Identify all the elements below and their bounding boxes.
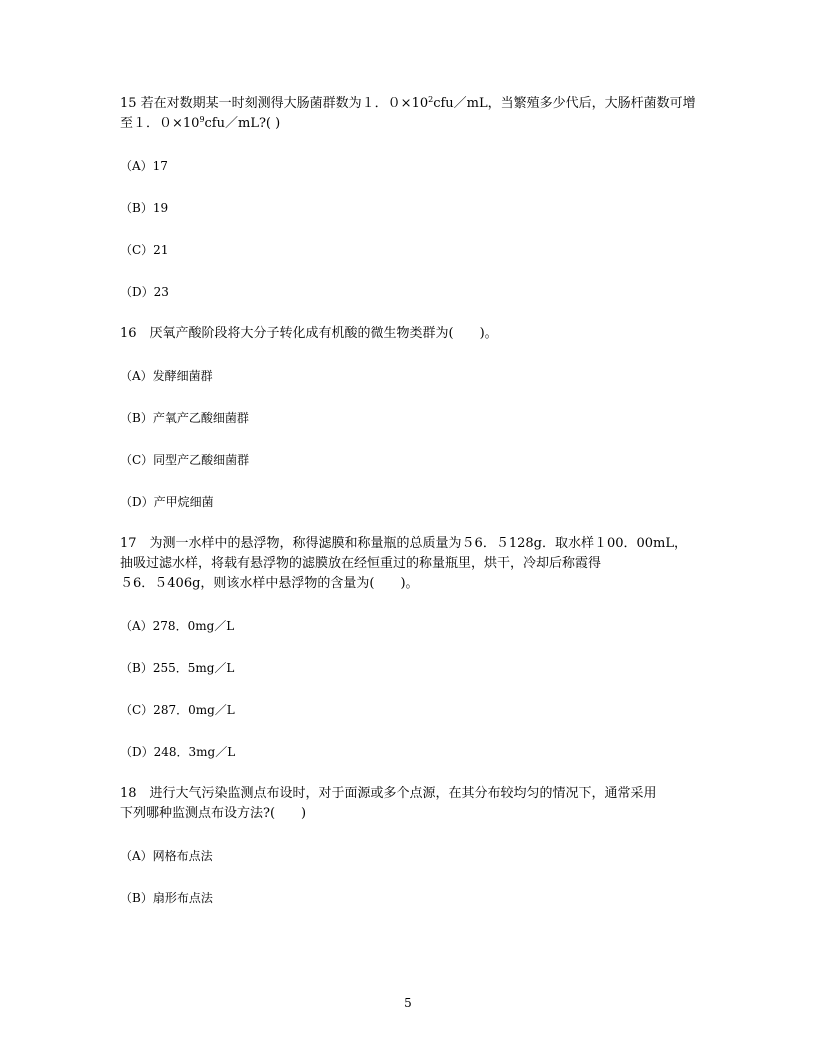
- question-stem: 16 厌氧产酸阶段将大分子转化成有机酸的微生物类群为( )。: [120, 326, 498, 341]
- option-d: （D）248．3mg／L: [120, 745, 236, 759]
- option-a: （A）278．0mg／L: [120, 619, 235, 633]
- question-stem: [120, 534, 700, 594]
- page-number: 5: [404, 996, 412, 1010]
- option-a: （A）17: [120, 159, 168, 173]
- question-17: [120, 534, 700, 762]
- question-15: [120, 94, 700, 302]
- option-b: （B）产氧产乙酸细菌群: [120, 411, 249, 425]
- document-body: [120, 94, 700, 930]
- option-c: （C）287．0mg／L: [120, 703, 235, 717]
- option-d: （D）产甲烷细菌: [120, 495, 214, 509]
- option-b: （B）255．5mg／L: [120, 661, 235, 675]
- option-d: （D）23: [120, 285, 169, 299]
- option-b: （B）扇形布点法: [120, 891, 213, 905]
- option-b: （B）19: [120, 201, 169, 215]
- question-stem: 15 若在对数期某一时刻测得大肠菌群数为１．$0\times 10^2cfu/mL$，当繁殖多少代后，大肠杆菌数可增至１．$0\times 10^9cfu/mL$?( ): [120, 95, 696, 131]
- question-stem: [120, 784, 700, 824]
- option-a: （A）发酵细菌群: [120, 369, 213, 383]
- stem-line: ５6．５406g，则该水样中悬浮物的含量为( )。: [120, 576, 419, 591]
- stem-line: 抽吸过滤水样，将载有悬浮物的滤膜放在经恒重过的称量瓶里，烘干，冷却后称霞得: [120, 556, 602, 571]
- option-a: （A）网格布点法: [120, 849, 213, 863]
- option-c: （C）21: [120, 243, 169, 257]
- question-16: [120, 324, 700, 512]
- stem-line: 18 进行大气污染监测点布设时，对于面源或多个点源，在其分布较均匀的情况下，通常采用: [120, 786, 657, 801]
- stem-line: 17 为测一水样中的悬浮物，称得滤膜和称量瓶的总质量为５6．５128g．取水样１00．00mL，: [120, 536, 687, 551]
- stem-line: 下列哪种监测点布设方法?( ): [120, 806, 307, 821]
- option-c: （C）同型产乙酸细菌群: [120, 453, 250, 467]
- question-18: [120, 784, 700, 908]
